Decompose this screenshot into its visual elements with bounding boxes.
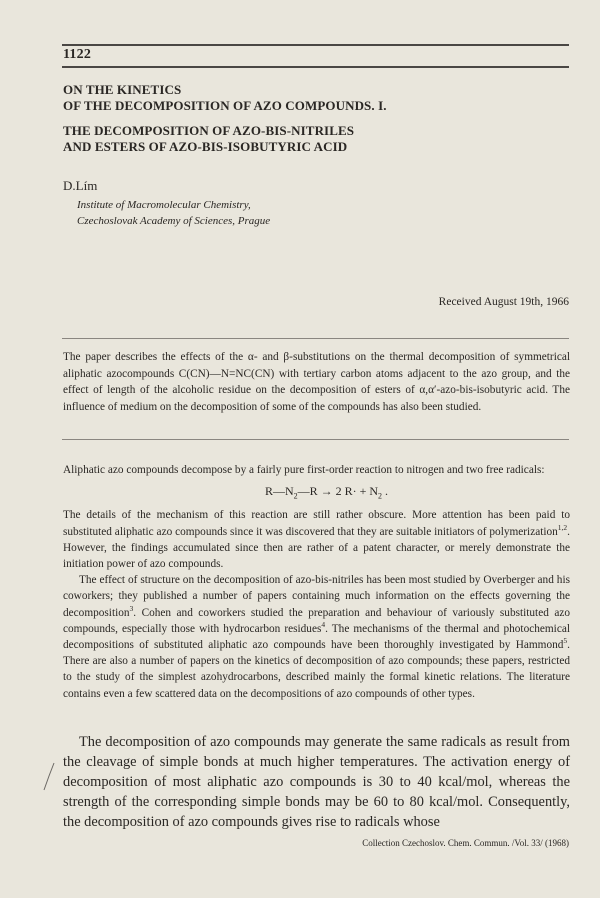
author-name: D.Lím: [63, 178, 98, 193]
abstract-rule-bottom: [62, 439, 569, 440]
abstract-text: with tertiary carbon atoms adjacent to the azo group, and the effect of length of the alcoholic residue on the decomposition of esters of α,α′-azo-bis-isobutyric acid. The influence of medium on the decomposition of some of the compounds has also been studied.: [63, 367, 570, 413]
paragraph: The effect of structure on the decomposition of azo-bis-nitriles has been most studied by Overberger and his coworkers; they published a number of papers containing much information on the effects governing the decomposition$^3$. Cohen and coworkers studied the preparation and behaviour of variously substituted azo compounds, especially those with hydrocarbon residues$^4$. The mechanisms of the thermal and photochemical decompositions of substituted aliphatic azo compounds have been thoroughly investigated by Hammond$^5$. There are also a number of papers on the kinetics of decomposition of azo compounds; these papers, restricted to the study of the simplest azohydrocarbons, described mainly the formal kinetic relations. The literature contains even a few scattered data on the decompositions of azo compounds of other types.: [63, 574, 570, 700]
body-text-small: [63, 462, 570, 702]
title-line: THE DECOMPOSITION OF AZO-BIS-NITRILES: [63, 123, 355, 138]
citation: 3: [129, 603, 134, 613]
paragraph: The details of the mechanism of this reaction are still rather obscure. More attention has been paid to substituted aliphatic azo compounds since it was discovered that they are suitable initiators of polymerization$^{1,2}$. However, the findings accumulated since then are rather of a patent character, or merely demonstrate the initiation power of azo compounds.: [63, 509, 570, 571]
header-rule-bottom: [62, 66, 569, 68]
affiliation-line: Czechoslovak Academy of Sciences, Prague: [77, 215, 271, 227]
reaction-equation: $R—N_2—R \to 2$ $R\cdot + N_2$ .: [264, 484, 389, 501]
journal-footer: Collection Czechoslov. Chem. Commun. /Vol. 33/ (1968): [362, 838, 569, 848]
pencil-margin-mark: [40, 762, 58, 792]
body-text-large: [63, 732, 570, 832]
abstract-rule-top: [62, 338, 569, 339]
affiliation: [77, 197, 270, 229]
title-line: ON THE KINETICS: [63, 82, 182, 97]
abstract-text: The paper describes the effects of the α- and β-substitutions on the thermal decomposition of symmetrical aliphatic azocompounds: [63, 351, 570, 380]
page-number: 1122: [63, 47, 92, 62]
citation: 1,2: [557, 522, 568, 532]
paragraph: The decomposition of azo compounds may generate the same radicals as result from the cleavage of simple bonds at much higher temperatures. The activation energy of decomposition of most aliphatic azo compounds is 30 to 40 kcal/mol, whereas the strength of the corresponding simple bonds may be 60 to 80 kcal/mol. Consequently, the decomposition of azo compounds gives rise to radicals whose: [63, 734, 570, 830]
title-line: OF THE DECOMPOSITION OF AZO COMPOUNDS. I.: [63, 98, 387, 113]
citation: 4: [321, 620, 326, 630]
affiliation-line: Institute of Macromolecular Chemistry,: [77, 199, 251, 211]
paragraph: Aliphatic azo compounds decompose by a fairly pure first-order reaction to nitrogen and two free radicals:: [63, 464, 545, 476]
title-line: AND ESTERS OF AZO-BIS-ISOBUTYRIC ACID: [63, 139, 348, 154]
received-date: Received August 19th, 1966: [438, 296, 569, 308]
article-title: [63, 82, 563, 155]
citation: 5: [563, 636, 568, 646]
abstract: [63, 349, 570, 415]
azo-formula: C(CN)—N=NC(CN): [178, 367, 275, 380]
header-rule-top: [62, 44, 569, 46]
